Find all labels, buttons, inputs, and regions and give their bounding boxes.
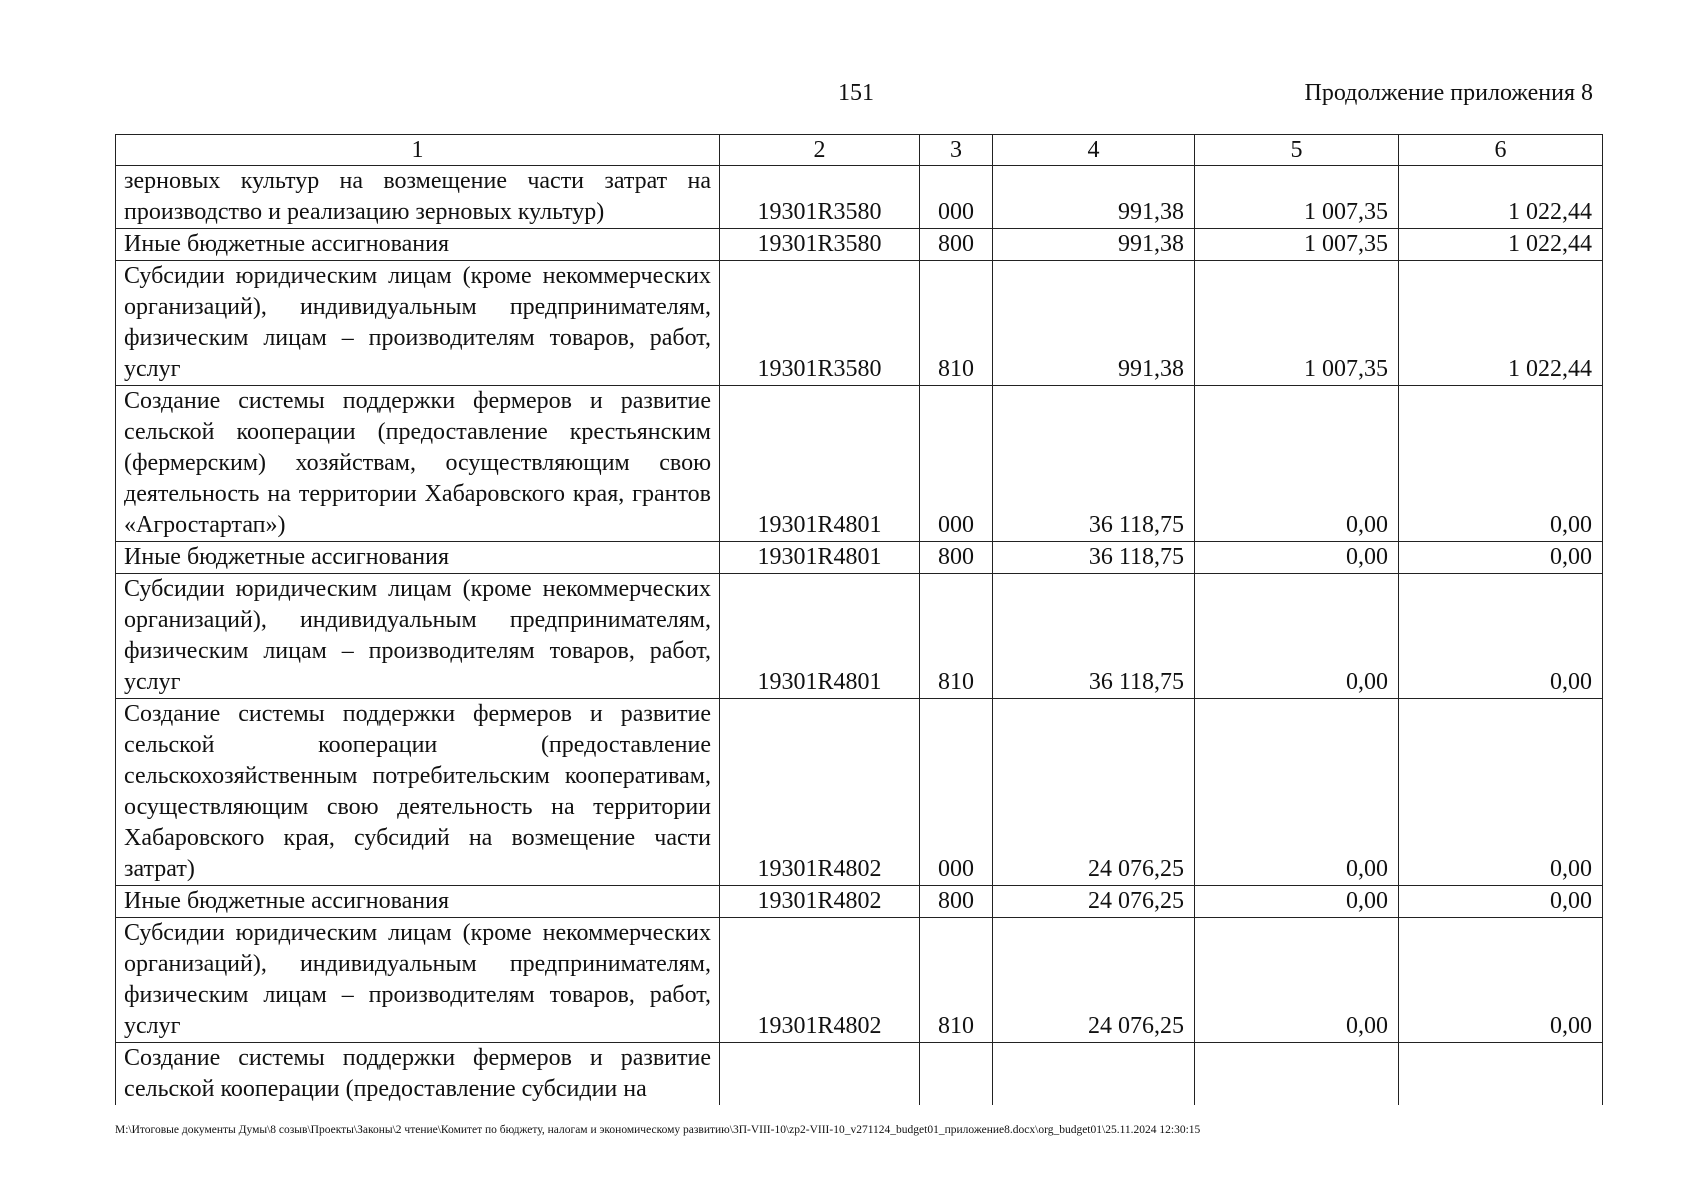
row-value-5: 0,00 [1195,542,1399,574]
row-name: Субсидии юридическим лицам (кроме некоммерческих организаций), индивидуальным предпринимателям, физическим лицам – производителям товаров, работ, услуг [116,261,720,386]
column-header: 4 [993,135,1195,166]
row-value-6: 1 022,44 [1399,261,1603,386]
row-vr-code: 810 [920,918,993,1043]
row-value-4: 24 076,25 [993,886,1195,918]
row-value-6: 1 022,44 [1399,229,1603,261]
column-header: 6 [1399,135,1603,166]
file-path-footer: M:\Итоговые документы Думы\8 созыв\Проекты\Законы\2 чтение\Комитет по бюджету, налогам и экономическому развитию\3П-VIII-10\zp2-VIII-10_v271124_budget01_приложение8.docx\org_budget01\25.11.2024 12:30:15 [115,1124,1201,1136]
row-csr-code: 19301R4801 [720,542,920,574]
row-vr-code: 000 [920,166,993,229]
row-value-5: 0,00 [1195,574,1399,699]
row-name: Иные бюджетные ассигнования [116,542,720,574]
row-value-4: 24 076,25 [993,699,1195,886]
row-value-6: 0,00 [1399,386,1603,542]
row-vr-code: 000 [920,699,993,886]
row-value-6: 0,00 [1399,699,1603,886]
row-name: Иные бюджетные ассигнования [116,886,720,918]
row-csr-code [720,1043,920,1106]
column-header: 2 [720,135,920,166]
row-value-4: 36 118,75 [993,386,1195,542]
row-value-5: 1 007,35 [1195,261,1399,386]
row-vr-code: 800 [920,542,993,574]
row-value-5: 0,00 [1195,886,1399,918]
row-name: Субсидии юридическим лицам (кроме некоммерческих организаций), индивидуальным предпринимателям, физическим лицам – производителям товаров, работ, услуг [116,574,720,699]
row-csr-code: 19301R3580 [720,166,920,229]
row-csr-code: 19301R4802 [720,918,920,1043]
row-value-4: 991,38 [993,166,1195,229]
row-value-6: 0,00 [1399,574,1603,699]
row-value-6: 0,00 [1399,918,1603,1043]
row-value-5: 0,00 [1195,918,1399,1043]
table-row [116,699,1603,886]
row-name: Создание системы поддержки фермеров и развитие сельской кооперации (предоставление крестьянским (фермерским) хозяйствам, осуществляющим свою деятельность на территории Хабаровского края, грантов «Агростартап») [116,386,720,542]
row-value-5: 1 007,35 [1195,229,1399,261]
row-vr-code: 800 [920,229,993,261]
row-vr-code: 810 [920,261,993,386]
table-row [116,229,1603,261]
row-csr-code: 19301R4802 [720,699,920,886]
row-value-5 [1195,1043,1399,1106]
table-row [116,542,1603,574]
row-value-4: 24 076,25 [993,918,1195,1043]
table-row [116,918,1603,1043]
row-value-5: 0,00 [1195,699,1399,886]
column-header: 1 [116,135,720,166]
row-value-4: 36 118,75 [993,542,1195,574]
budget-table [115,134,1603,1105]
row-value-5: 1 007,35 [1195,166,1399,229]
row-value-4 [993,1043,1195,1106]
row-value-6 [1399,1043,1603,1106]
table-row [116,386,1603,542]
budget-table-container [115,134,1603,1105]
row-value-6: 1 022,44 [1399,166,1603,229]
column-header: 3 [920,135,993,166]
table-row [116,574,1603,699]
table-row [116,1043,1603,1106]
row-csr-code: 19301R4802 [720,886,920,918]
row-vr-code: 810 [920,574,993,699]
continuation-title: Продолжение приложения 8 [1304,80,1593,106]
row-value-4: 36 118,75 [993,574,1195,699]
row-csr-code: 19301R4801 [720,574,920,699]
row-name: Создание системы поддержки фермеров и развитие сельской кооперации (предоставление сельскохозяйственным потребительским кооперативам, осуществляющим свою деятельность на территории Хабаровского края, субсидий на возмещение части затрат) [116,699,720,886]
row-name: Субсидии юридическим лицам (кроме некоммерческих организаций), индивидуальным предпринимателям, физическим лицам – производителям товаров, работ, услуг [116,918,720,1043]
table-row [116,166,1603,229]
row-name: Иные бюджетные ассигнования [116,229,720,261]
row-name: зерновых культур на возмещение части затрат на производство и реализацию зерновых культур) [116,166,720,229]
row-vr-code: 000 [920,386,993,542]
table-row [116,261,1603,386]
table-row [116,886,1603,918]
row-value-4: 991,38 [993,261,1195,386]
row-value-6: 0,00 [1399,886,1603,918]
table-header-row [116,135,1603,166]
row-csr-code: 19301R3580 [720,261,920,386]
row-vr-code: 800 [920,886,993,918]
row-csr-code: 19301R4801 [720,386,920,542]
row-value-5: 0,00 [1195,386,1399,542]
row-value-4: 991,38 [993,229,1195,261]
row-name: Создание системы поддержки фермеров и развитие сельской кооперации (предоставление субсидии на [116,1043,720,1106]
row-vr-code [920,1043,993,1106]
row-value-6: 0,00 [1399,542,1603,574]
row-csr-code: 19301R3580 [720,229,920,261]
column-header: 5 [1195,135,1399,166]
page-number: 151 [838,80,874,106]
